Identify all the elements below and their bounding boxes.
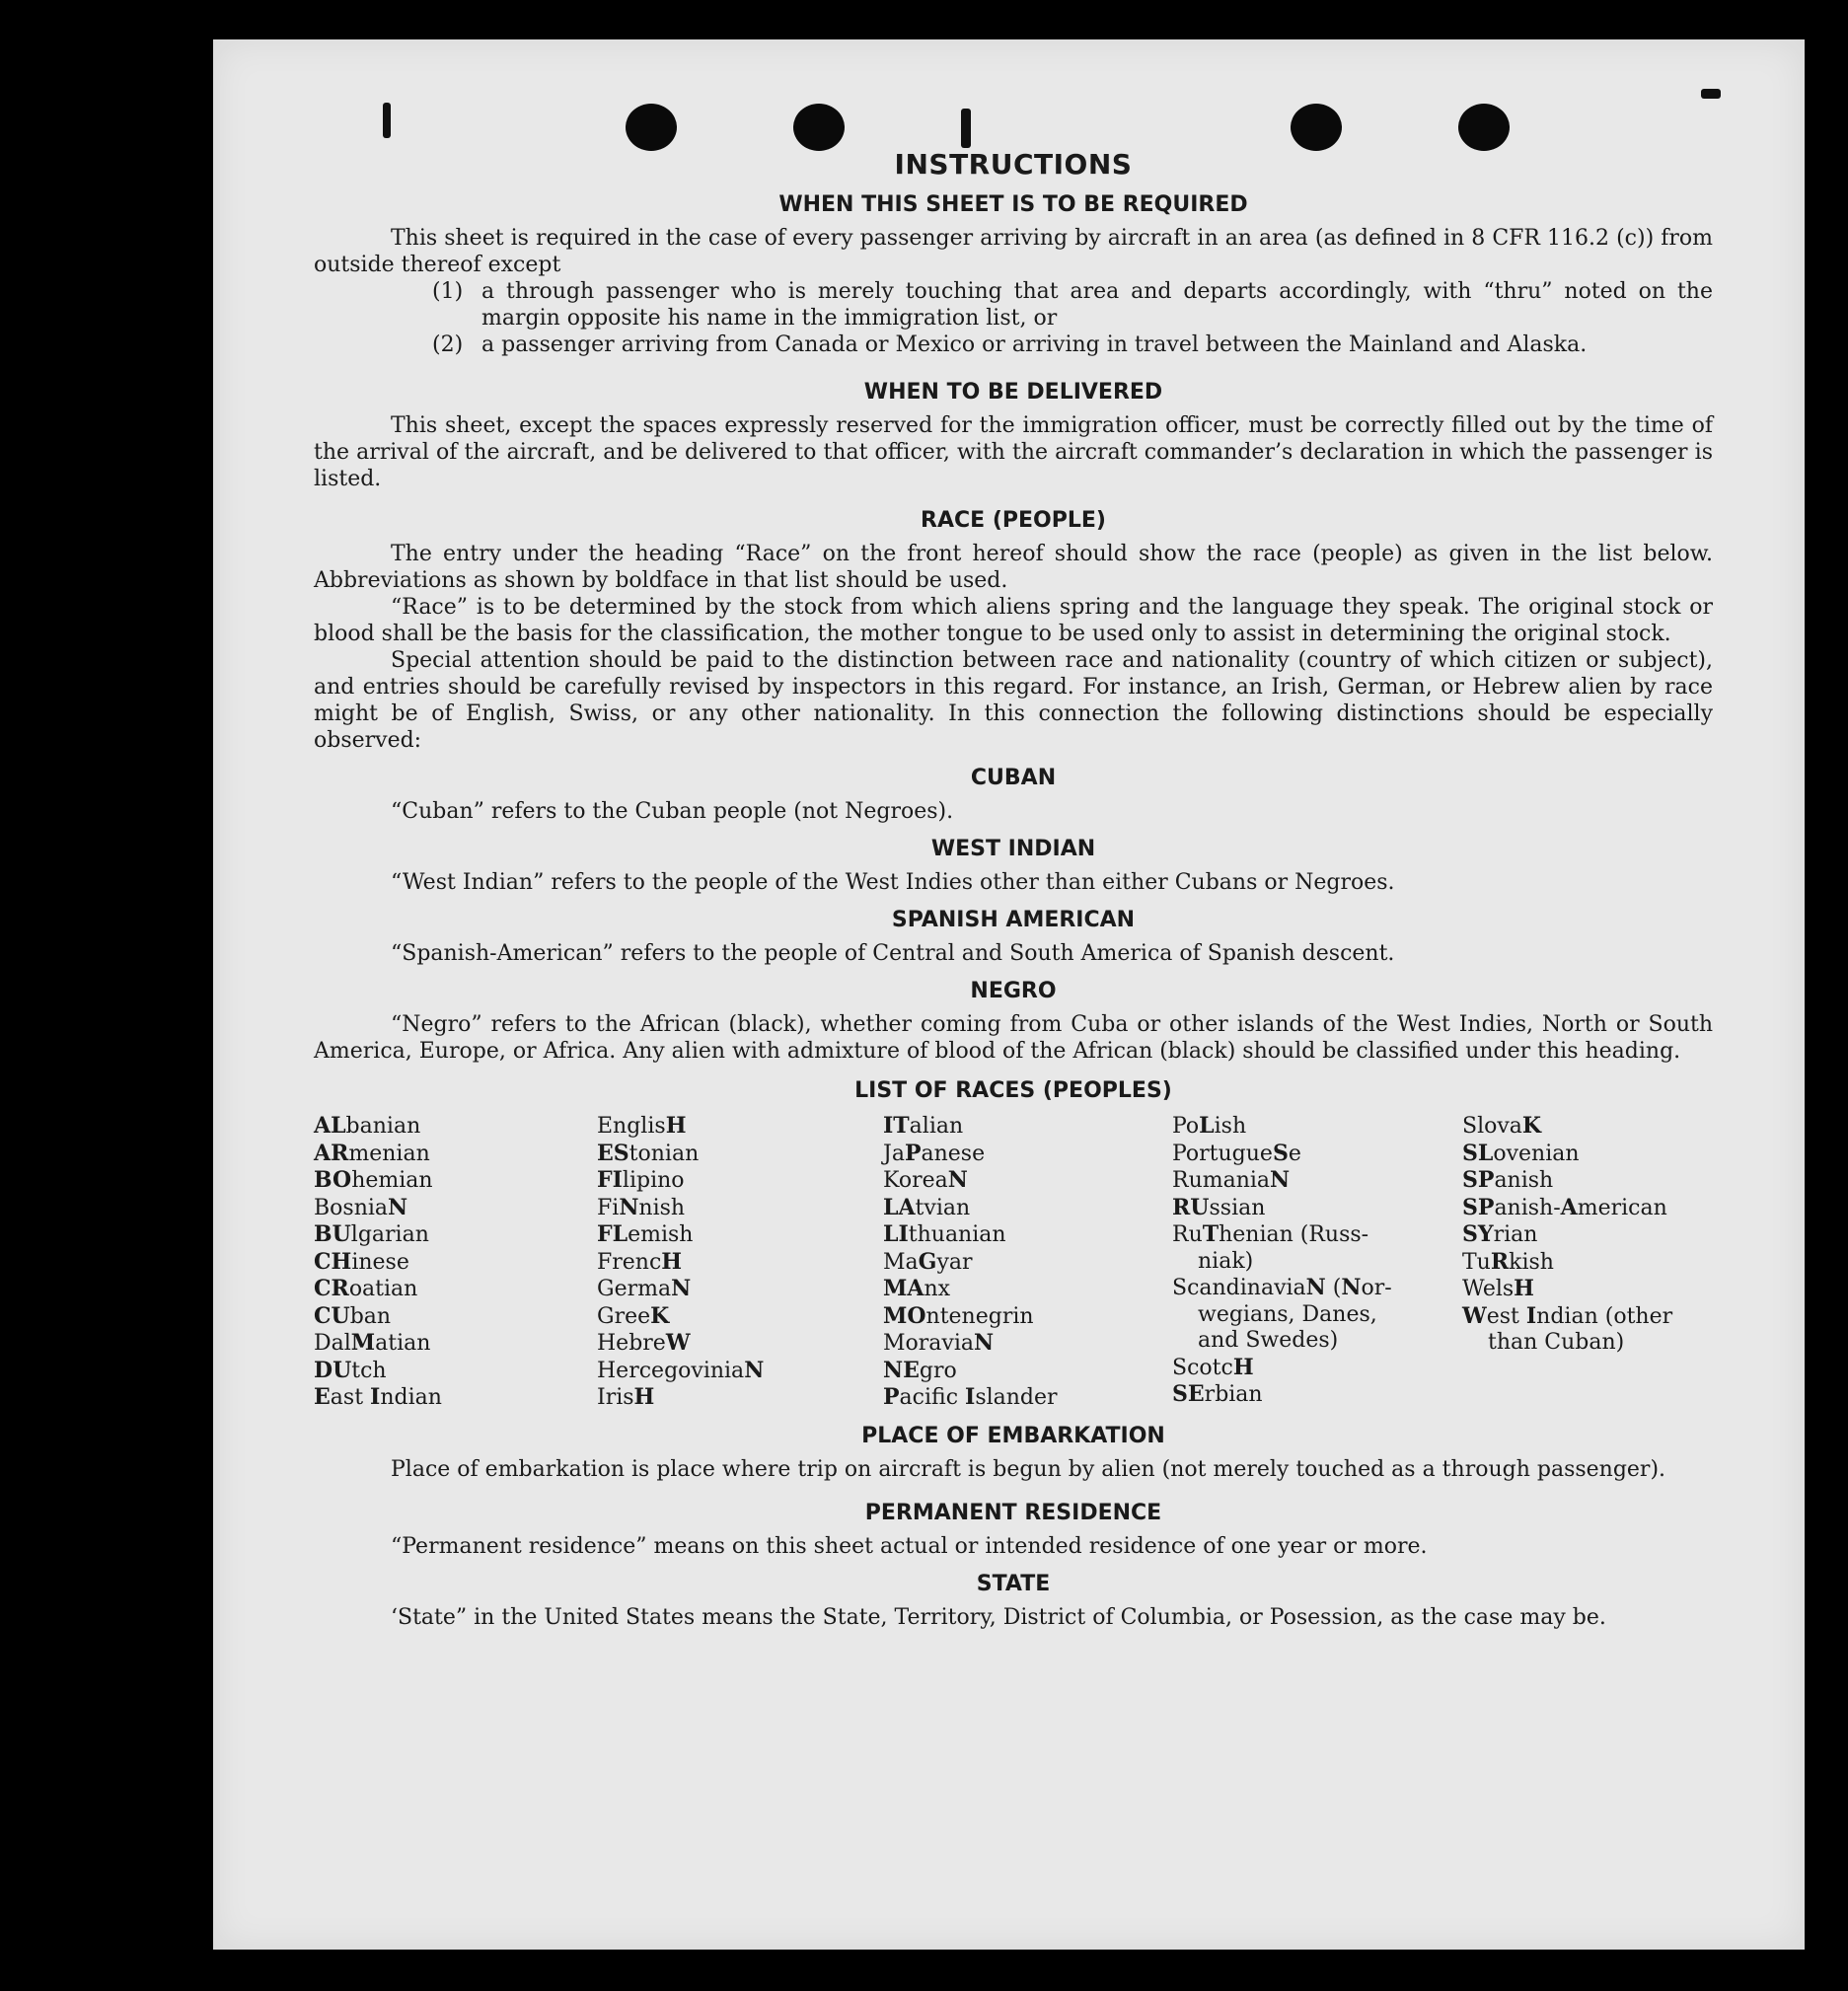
race-entry: RuThenian (Russ-: [1172, 1221, 1369, 1247]
race-entry: BOhemian: [314, 1167, 433, 1193]
race-entry: LAtvian: [883, 1194, 971, 1220]
section-heading: WHEN THIS SHEET IS TO BE REQUIRED: [778, 192, 1248, 217]
race-entry: wegians, Danes,: [1198, 1301, 1377, 1327]
paragraph: Place of embarkation is place where trip on aircraft is begun by alien (not merely touched as a through passenger).: [391, 1456, 1666, 1482]
race-entry: RumaniaN: [1172, 1167, 1291, 1193]
race-entry: MoraviaN: [883, 1330, 995, 1356]
race-entry: ScotcH: [1172, 1354, 1254, 1380]
races-column-2: [597, 1113, 883, 1412]
paragraph: “Cuban” refers to the Cuban people (not Negroes).: [391, 799, 954, 824]
race-entry: LIthuanian: [883, 1221, 1006, 1247]
race-entry: EStonian: [597, 1140, 700, 1166]
race-entry: DUtch: [314, 1357, 387, 1383]
race-entry: CRoatian: [314, 1276, 418, 1301]
list-number: (1): [432, 279, 464, 304]
race-entry: SlovaK: [1462, 1113, 1542, 1139]
race-entry: MOntenegrin: [883, 1302, 1034, 1329]
race-entry: SLovenian: [1462, 1140, 1580, 1166]
punch-hole-4: [1458, 104, 1510, 151]
punch-hole-3: [1291, 104, 1342, 151]
race-entry: CUban: [314, 1302, 392, 1329]
race-entry: FiNnish: [597, 1194, 686, 1220]
race-entry: ITalian: [883, 1113, 964, 1139]
paragraph: “Permanent residence” means on this sheet actual or intended residence of one year or more.: [391, 1533, 1428, 1559]
section-heading: RACE (PEOPLE): [921, 508, 1106, 533]
list-number: (2): [432, 332, 464, 357]
race-entry: FIlipino: [597, 1167, 685, 1193]
race-entry: FLemish: [597, 1221, 694, 1247]
binding-mark-left: [383, 103, 391, 138]
races-column-5: [1462, 1113, 1713, 1412]
section-heading: STATE: [976, 1571, 1051, 1596]
binding-mark-right: [1701, 89, 1721, 99]
race-entry: HercegoviniaN: [597, 1357, 765, 1383]
race-entry: West Indian (other: [1462, 1302, 1673, 1329]
paragraph: The entry under the heading “Race” on the front hereof should show the race (people) as given in the list below. Abbreviations as shown by boldface in that list should be used.: [314, 542, 1713, 593]
binding-mark-middle: [961, 109, 971, 148]
race-entry: KoreaN: [883, 1167, 968, 1193]
race-entry: Pacific Islander: [883, 1384, 1058, 1410]
race-entry: ARmenian: [314, 1140, 430, 1166]
race-entry: RUssian: [1172, 1194, 1266, 1220]
section-heading: CUBAN: [970, 766, 1057, 790]
race-entry: JaPanese: [883, 1140, 986, 1166]
race-entry: SErbian: [1172, 1381, 1263, 1407]
section-heading: SPANISH AMERICAN: [891, 908, 1136, 932]
section-heading: WEST INDIAN: [930, 837, 1096, 861]
races-column-1: [314, 1113, 597, 1412]
race-entry: PortugueSe: [1172, 1140, 1301, 1166]
paragraph: “West Indian” refers to the people of the West Indies other than either Cubans or Negroes.: [391, 870, 1395, 895]
race-entry: CHinese: [314, 1248, 409, 1275]
race-entry: EnglisH: [597, 1113, 687, 1139]
race-entry: SPanish-American: [1462, 1194, 1667, 1220]
race-entry: East Indian: [314, 1384, 442, 1410]
race-entry: BosniaN: [314, 1194, 408, 1220]
section-heading: WHEN TO BE DELIVERED: [863, 380, 1163, 405]
race-entry: PoLish: [1172, 1113, 1247, 1139]
race-entry: FrencH: [597, 1248, 683, 1275]
race-entry: SPanish: [1462, 1167, 1554, 1193]
races-heading: LIST OF RACES (PEOPLES): [854, 1078, 1172, 1103]
list-text: a passenger arriving from Canada or Mexico or arriving in travel between the Mainland and Alaska.: [481, 332, 1588, 357]
paragraph: ‘State” in the United States means the State, Territory, District of Columbia, or Posession, as the case may be.: [391, 1604, 1606, 1630]
races-column-4: [1172, 1113, 1462, 1412]
race-entry: GermaN: [597, 1276, 692, 1301]
exception-list: [432, 278, 1713, 358]
race-entry: NEgro: [883, 1357, 957, 1383]
punch-hole-1: [626, 104, 677, 151]
race-entry: and Swedes): [1198, 1328, 1339, 1353]
section-heading: NEGRO: [970, 979, 1057, 1003]
list-item: [432, 278, 1713, 332]
race-entry: TuRkish: [1462, 1248, 1554, 1275]
punch-hole-2: [793, 104, 845, 151]
section-heading: PERMANENT RESIDENCE: [864, 1500, 1162, 1525]
races-list: [314, 1113, 1713, 1412]
paragraph: “Negro” refers to the African (black), whether coming from Cuba or other islands of the West Indies, North or South America, Europe, or Africa. Any alien with admixture of blood of the African (black) should be classified under this heading.: [314, 1012, 1713, 1064]
race-entry: IrisH: [597, 1384, 655, 1410]
race-entry: HebreW: [597, 1330, 691, 1356]
list-item: [432, 332, 1713, 358]
race-entry: MAnx: [883, 1276, 951, 1301]
race-entry: than Cuban): [1488, 1330, 1625, 1355]
list-text: a through passenger who is merely touching that area and departs accordingly, with “thru” noted on the margin opposite his name in the immigration list, or: [481, 279, 1713, 331]
races-column-3: [883, 1113, 1172, 1412]
paragraph: “Spanish-American” refers to the people of Central and South America of Spanish descent.: [391, 941, 1395, 966]
race-entry: ScandinaviaN (Nor-: [1172, 1275, 1392, 1300]
race-entry: SYrian: [1462, 1221, 1538, 1247]
paragraph: Special attention should be paid to the distinction between race and nationality (country of which citizen or subject), and entries should be carefully revised by inspectors in this regard. For instance, an Irish, German, or Hebrew alien by race might be of English, Swiss, or any other nationality. In this connection the following distinctions should be especially observed:: [314, 648, 1713, 753]
race-entry: WelsH: [1462, 1276, 1534, 1301]
section-heading: PLACE OF EMBARKATION: [861, 1423, 1165, 1448]
race-entry: GreeK: [597, 1302, 670, 1329]
race-entry: MaGyar: [883, 1248, 973, 1275]
race-entry: ALbanian: [314, 1113, 421, 1139]
race-entry: DalMatian: [314, 1330, 431, 1356]
page-title: INSTRUCTIONS: [894, 148, 1133, 181]
document-content: [314, 148, 1713, 1631]
paragraph: “Race” is to be determined by the stock from which aliens spring and the language they speak. The original stock or blood shall be the basis for the classification, the mother tongue to be used only to assist in determining the original stock.: [314, 595, 1713, 646]
paragraph: This sheet is required in the case of every passenger arriving by aircraft in an area (as defined in 8 CFR 116.2 (c)) from outside thereof except: [314, 226, 1713, 277]
race-entry: BUlgarian: [314, 1221, 429, 1247]
paragraph: This sheet, except the spaces expressly reserved for the immigration officer, must be correctly filled out by the time of the arrival of the aircraft, and be delivered to that officer, with the aircraft commander’s declaration in which the passenger is listed.: [314, 413, 1713, 491]
race-entry: niak): [1198, 1248, 1254, 1274]
